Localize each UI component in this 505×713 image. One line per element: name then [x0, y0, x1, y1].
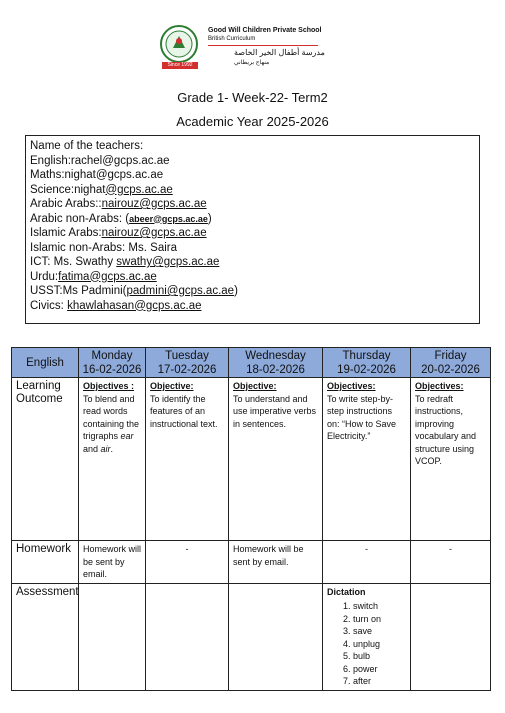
- urdu-label: Urdu:: [30, 270, 59, 283]
- day-header-friday: [411, 348, 491, 378]
- day-date: 19-02-2026: [337, 363, 396, 376]
- teachers-heading: Name of the teachers:: [30, 140, 144, 152]
- arabic-non-end: ): [207, 212, 212, 225]
- science-email-link[interactable]: @gcps.ac.ae: [105, 183, 173, 196]
- school-name-ar: مدرسة أطفال الخير الخاصة: [234, 48, 325, 57]
- teacher-maths: Maths:nighat@gcps.ac.ae: [30, 169, 164, 181]
- teacher-arabic-non-arabs: [30, 212, 475, 227]
- assessment-tuesday: [146, 583, 229, 690]
- day-name: Friday: [434, 349, 467, 362]
- usst-email-link[interactable]: padmini@gcps.ac.ae: [126, 285, 235, 297]
- civics-email-link[interactable]: khawlahasan@gcps.ac.ae: [67, 299, 202, 312]
- arabic-non-email-link[interactable]: abeer@gcps.ac.ae: [129, 213, 208, 224]
- school-logo: [156, 24, 326, 70]
- teacher-urdu: [30, 270, 475, 285]
- arabic-arabs-label: Arabic Arabs::: [30, 198, 102, 210]
- list-item: 4. unplug: [353, 638, 406, 651]
- arabic-non-label: Arabic non-Arabs: (: [30, 212, 130, 225]
- objective-text: To redraft instructions, improving vocabulary and structure using VCOP.: [415, 393, 477, 466]
- ict-label: ICT: Ms. Swathy: [30, 256, 117, 268]
- islamic-arabs-email-link[interactable]: nairouz@gcps.ac.ae: [101, 227, 207, 239]
- day-name: Tuesday: [165, 349, 209, 362]
- day-date: 20-02-2026: [421, 363, 480, 376]
- day-header-monday: [79, 348, 146, 378]
- assessment-wednesday: [229, 583, 323, 690]
- teacher-ict: [30, 255, 475, 270]
- teachers-box: [25, 135, 480, 324]
- assessment-label: Assessment: [12, 583, 79, 690]
- objective-heading: Objectives :: [83, 381, 135, 391]
- school-curriculum-en: British Curriculum: [208, 36, 256, 42]
- assessment-monday: [79, 583, 146, 690]
- teacher-islamic-non-arabs: Islamic non-Arabs: Ms. Saira: [30, 241, 177, 254]
- dictation-heading: Dictation: [327, 586, 366, 597]
- teacher-arabic-arabs: [30, 197, 475, 212]
- objective-text: To blend and read words containing the trigraphs: [83, 393, 140, 441]
- assessment-friday: [411, 583, 491, 690]
- trigraph-air: air: [100, 443, 111, 454]
- objective-text: To write step-by-step instructions on: “How to Save Electricity.”: [327, 393, 397, 441]
- homework-monday: Homework will be sent by email.: [79, 541, 146, 584]
- homework-thursday: -: [323, 541, 411, 584]
- teacher-science: [30, 183, 475, 198]
- usst-end: ): [234, 285, 238, 297]
- usst-label: USST:Ms Padmini(: [30, 285, 127, 297]
- objective-text: To understand and use imperative verbs in sentences.: [233, 393, 317, 429]
- day-name: Wednesday: [245, 349, 306, 362]
- science-label: Science:nighat: [30, 183, 106, 196]
- subject-header: English: [12, 348, 79, 378]
- day-name: Monday: [91, 349, 133, 362]
- day-header-thursday: [323, 348, 411, 378]
- objective-and: and: [83, 443, 101, 454]
- since-badge: Since 1992: [162, 62, 198, 69]
- day-date: 16-02-2026: [82, 363, 142, 376]
- learning-thursday: [323, 378, 411, 541]
- assessment-row: [12, 583, 491, 690]
- objective-dot: .: [110, 443, 114, 454]
- list-item: 5. bulb: [353, 650, 406, 663]
- learning-tuesday: [146, 378, 229, 541]
- table-header-row: [12, 348, 491, 378]
- objective-heading: Objectives:: [327, 381, 376, 391]
- objective-heading: Objective:: [233, 381, 277, 391]
- list-item: 3. save: [353, 625, 406, 638]
- day-header-wednesday: [229, 348, 323, 378]
- homework-tuesday: -: [146, 541, 229, 584]
- teacher-usst: [30, 284, 475, 299]
- homework-wednesday: Homework will be sent by email.: [229, 541, 323, 584]
- homework-label: Homework: [12, 541, 79, 584]
- ict-email-link[interactable]: swathy@gcps.ac.ae: [116, 256, 220, 268]
- weekly-plan-table: [11, 347, 491, 691]
- arabic-arabs-email-link[interactable]: nairouz@gcps.ac.ae: [101, 198, 207, 210]
- assessment-thursday: [323, 583, 411, 690]
- list-item: 1. switch: [353, 600, 406, 613]
- day-date: 18-02-2026: [246, 363, 305, 376]
- teacher-english: English:rachel@gcps.ac.ae: [30, 154, 170, 167]
- school-name-en: Good Will Children Private School: [208, 27, 322, 34]
- urdu-email-link[interactable]: fatima@gcps.ac.ae: [58, 270, 157, 283]
- learning-outcome-label: Learning Outcome: [12, 378, 79, 541]
- objective-text: To identify the features of an instructional text.: [150, 393, 218, 429]
- academic-year: Academic Year 2025-2026: [176, 114, 329, 129]
- homework-friday: -: [411, 541, 491, 584]
- day-name: Thursday: [342, 349, 391, 362]
- list-item: 2. turn on: [353, 613, 406, 626]
- teacher-islamic-arabs: [30, 226, 475, 241]
- objective-heading: Objective:: [150, 381, 194, 391]
- learning-outcome-row: [12, 378, 491, 541]
- homework-row: [12, 541, 491, 584]
- teacher-civics: [30, 299, 475, 314]
- list-item: 7. after: [353, 675, 406, 688]
- objective-heading: Objectives:: [415, 381, 464, 391]
- page-title: Grade 1- Week-22- Term2: [177, 90, 328, 105]
- trigraph-ear: ear: [120, 431, 134, 441]
- learning-friday: [411, 378, 491, 541]
- learning-monday: [79, 378, 146, 541]
- day-header-tuesday: [146, 348, 229, 378]
- civics-label: Civics:: [30, 299, 68, 312]
- islamic-arabs-label: Islamic Arabs:: [30, 227, 102, 239]
- list-item: 6. power: [353, 663, 406, 676]
- day-date: 17-02-2026: [157, 363, 217, 376]
- logo-divider: [208, 45, 318, 46]
- learning-wednesday: [229, 378, 323, 541]
- school-curriculum-ar: منهاج بريطاني: [234, 60, 270, 66]
- dictation-list: [327, 600, 406, 688]
